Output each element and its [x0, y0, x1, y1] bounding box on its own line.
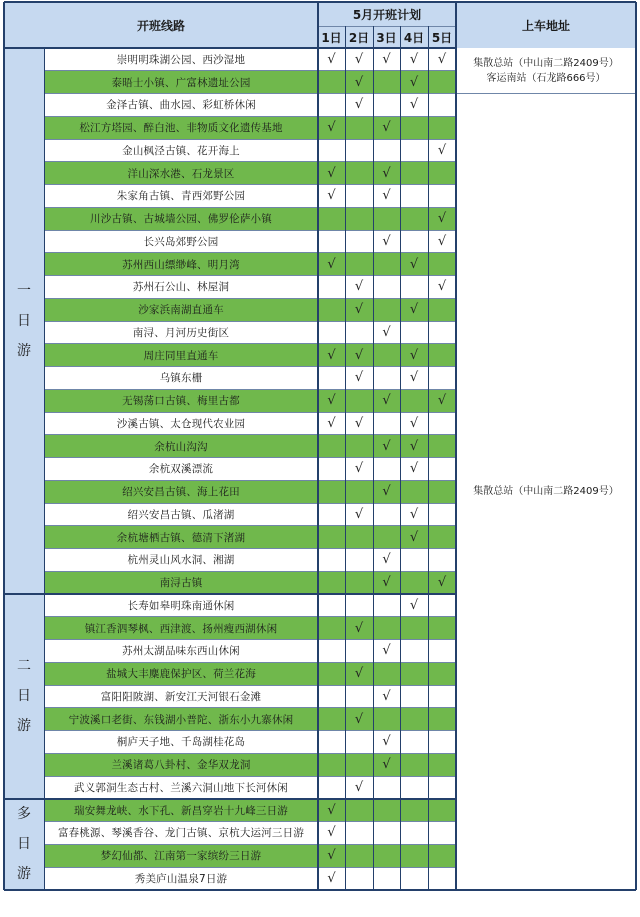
- day-3-check: [373, 139, 400, 162]
- day-2-check: √: [345, 94, 373, 117]
- day-2-check: [345, 162, 373, 185]
- day-3-check: [373, 344, 400, 367]
- day-5-check: [428, 617, 456, 640]
- row-divider: [44, 161, 456, 162]
- right-border: [635, 2, 637, 890]
- day-3-check: [373, 207, 400, 230]
- day-3-check: [373, 799, 400, 822]
- day-1-check: √: [318, 412, 345, 435]
- route-name: 苏州太湖品味东西山休闲: [44, 640, 318, 663]
- category-char: 一: [17, 283, 31, 299]
- day-3-check: √: [373, 389, 400, 412]
- row-divider: [4, 47, 456, 49]
- day-3-check: [373, 662, 400, 685]
- category-char: 游: [17, 718, 31, 735]
- day-4-check: [400, 389, 428, 412]
- top-border: [4, 1, 636, 3]
- route-name: 秀美庐山温泉7日游: [44, 867, 318, 890]
- route-name: 盐城大丰麋鹿保护区、荷兰花海: [44, 662, 318, 685]
- day-4-check: √: [400, 412, 428, 435]
- day-1-check: √: [318, 344, 345, 367]
- day-4-check: √: [400, 526, 428, 549]
- route-name: 长兴岛郊野公园: [44, 230, 318, 253]
- route-name: 泰晤士小镇、广富林遗址公园: [44, 71, 318, 94]
- day-3-check: [373, 822, 400, 845]
- route-name: 富阳阳陂湖、新安江天河银石金滩: [44, 685, 318, 708]
- route-name: 镇江香泗琴枫、西津渡、扬州瘦西湖休闲: [44, 617, 318, 640]
- day-5-check: √: [428, 276, 456, 299]
- day-2-check: √: [345, 367, 373, 390]
- day-5-check: [428, 822, 456, 845]
- day-4-check: [400, 207, 428, 230]
- day-3-check: [373, 367, 400, 390]
- day-1-check: [318, 731, 345, 754]
- day-2-check: [345, 480, 373, 503]
- row-divider: [44, 707, 456, 708]
- row-divider: [44, 685, 456, 686]
- day-4-check: [400, 116, 428, 139]
- route-header: 开班线路: [4, 2, 318, 48]
- day-2-check: [345, 640, 373, 663]
- row-divider: [44, 298, 456, 299]
- day-2-check: [345, 230, 373, 253]
- day-5-check: [428, 753, 456, 776]
- route-name: 金泽古镇、曲水园、彩虹桥休闲: [44, 94, 318, 117]
- day-4-check: [400, 867, 428, 890]
- day-5-check: √: [428, 389, 456, 412]
- day-2-check: [345, 549, 373, 572]
- day-header-2: 2日: [345, 26, 373, 48]
- day-1-check: [318, 753, 345, 776]
- row-divider: [44, 184, 456, 185]
- day-5-check: [428, 662, 456, 685]
- day-5-check: [428, 799, 456, 822]
- day-4-check: [400, 321, 428, 344]
- day-1-check: √: [318, 48, 345, 71]
- day-1-check: [318, 594, 345, 617]
- day-5-check: [428, 867, 456, 890]
- day-4-check: √: [400, 71, 428, 94]
- day-1-check: [318, 298, 345, 321]
- day-3-check: √: [373, 230, 400, 253]
- bottom-border: [4, 889, 636, 891]
- category-char: 日: [17, 688, 31, 705]
- row-divider: [44, 821, 456, 822]
- day-1-check: [318, 71, 345, 94]
- day-3-check: [373, 844, 400, 867]
- day-2-check: [345, 321, 373, 344]
- col-divider: [428, 26, 429, 890]
- day-1-check: [318, 617, 345, 640]
- day-3-check: √: [373, 116, 400, 139]
- row-divider: [44, 321, 456, 322]
- category-char: 游: [17, 866, 31, 883]
- day-5-check: [428, 367, 456, 390]
- day-1-check: [318, 458, 345, 481]
- row-divider: [4, 593, 456, 595]
- day-5-check: [428, 458, 456, 481]
- pickup-line: 集散总站（中山南二路2409号）: [473, 57, 619, 69]
- pickup-rest: [456, 94, 636, 890]
- row-divider: [44, 343, 456, 344]
- day-2-check: √: [345, 71, 373, 94]
- day-5-check: [428, 344, 456, 367]
- plan-header: 5月开班计划: [318, 2, 456, 26]
- row-divider: [44, 503, 456, 504]
- day-4-check: √: [400, 48, 428, 71]
- day-2-check: √: [345, 412, 373, 435]
- day-2-check: [345, 389, 373, 412]
- row-divider: [44, 139, 456, 140]
- route-name: 长寿如皋明珠南通休闲: [44, 594, 318, 617]
- day-5-check: [428, 731, 456, 754]
- category-two-day: [4, 594, 44, 799]
- day-2-check: [345, 594, 373, 617]
- day-1-check: [318, 321, 345, 344]
- route-name: 川沙古镇、古城墙公园、佛罗伦萨小镇: [44, 207, 318, 230]
- day-3-check: [373, 458, 400, 481]
- plan-divider: [318, 26, 456, 27]
- day-5-check: [428, 94, 456, 117]
- route-name: 洋山深水港、石龙景区: [44, 162, 318, 185]
- day-3-check: √: [373, 731, 400, 754]
- route-name: 余杭塘栖古镇、德清下渚湖: [44, 526, 318, 549]
- day-4-check: [400, 708, 428, 731]
- day-4-check: [400, 640, 428, 663]
- route-name: 瑞安舞龙峡、水下孔、新昌穿岩十九峰三日游: [44, 799, 318, 822]
- route-name: 绍兴安昌古镇、瓜渚湖: [44, 503, 318, 526]
- day-1-check: [318, 276, 345, 299]
- day-1-check: [318, 640, 345, 663]
- route-name: 金山枫泾古镇、花开海上: [44, 139, 318, 162]
- day-1-check: √: [318, 116, 345, 139]
- day-2-check: √: [345, 458, 373, 481]
- day-3-check: [373, 708, 400, 731]
- route-name: 兰溪诸葛八卦村、金华双龙洞: [44, 753, 318, 776]
- day-1-check: [318, 480, 345, 503]
- route-name: 桐庐天子地、千岛湖桂花岛: [44, 731, 318, 754]
- category-char: 日: [17, 313, 31, 329]
- row-divider: [44, 366, 456, 367]
- route-name: 杭州灵山风水洞、湘湖: [44, 549, 318, 572]
- day-4-check: √: [400, 253, 428, 276]
- row-divider: [44, 571, 456, 572]
- day-4-check: √: [400, 503, 428, 526]
- day-4-check: [400, 662, 428, 685]
- day-5-check: [428, 640, 456, 663]
- day-3-check: √: [373, 185, 400, 208]
- day-2-check: √: [345, 503, 373, 526]
- day-3-check: √: [373, 753, 400, 776]
- day-1-check: √: [318, 844, 345, 867]
- day-2-check: √: [345, 662, 373, 685]
- row-divider: [44, 639, 456, 640]
- day-3-check: [373, 617, 400, 640]
- day-3-check: [373, 298, 400, 321]
- route-name: 宁波溪口老街、东钱湖小普陀、浙东小九寨休闲: [44, 708, 318, 731]
- day-5-check: [428, 549, 456, 572]
- day-2-check: [345, 844, 373, 867]
- day-4-check: [400, 549, 428, 572]
- row-divider: [4, 798, 456, 800]
- day-4-check: √: [400, 367, 428, 390]
- day-1-check: [318, 571, 345, 594]
- route-name: 富春桃源、琴溪香谷、龙门古镇、京杭大运河三日游: [44, 822, 318, 845]
- day-1-check: [318, 230, 345, 253]
- day-5-check: [428, 412, 456, 435]
- day-5-check: [428, 116, 456, 139]
- day-1-check: √: [318, 253, 345, 276]
- row-divider: [44, 389, 456, 390]
- row-divider: [44, 207, 456, 208]
- day-5-check: √: [428, 48, 456, 71]
- day-4-check: [400, 776, 428, 799]
- route-name: 苏州西山缥缈峰、明月湾: [44, 253, 318, 276]
- day-4-check: [400, 617, 428, 640]
- route-name: 南浔古镇: [44, 571, 318, 594]
- day-4-check: [400, 139, 428, 162]
- day-2-check: √: [345, 776, 373, 799]
- route-name: 崇明明珠湖公园、西沙湿地: [44, 48, 318, 71]
- day-4-check: [400, 571, 428, 594]
- route-name: 南浔、月河历史街区: [44, 321, 318, 344]
- day-2-check: √: [345, 344, 373, 367]
- day-5-check: [428, 685, 456, 708]
- route-name: 沙溪古镇、太仓现代农业园: [44, 412, 318, 435]
- day-3-check: [373, 412, 400, 435]
- row-divider: [44, 230, 456, 231]
- day-1-check: [318, 708, 345, 731]
- day-3-check: √: [373, 571, 400, 594]
- day-5-check: [428, 298, 456, 321]
- day-4-check: [400, 480, 428, 503]
- day-3-check: [373, 276, 400, 299]
- route-name: 绍兴安昌古镇、海上花田: [44, 480, 318, 503]
- day-1-check: [318, 503, 345, 526]
- day-3-check: [373, 253, 400, 276]
- left-border: [3, 2, 5, 890]
- day-2-check: √: [345, 276, 373, 299]
- day-1-check: √: [318, 389, 345, 412]
- day-5-check: [428, 708, 456, 731]
- day-5-check: √: [428, 207, 456, 230]
- route-name: 周庄同里直通车: [44, 344, 318, 367]
- day-1-check: [318, 685, 345, 708]
- category-char: 多: [17, 806, 31, 823]
- day-1-check: [318, 776, 345, 799]
- day-2-check: [345, 435, 373, 458]
- day-4-check: [400, 685, 428, 708]
- day-2-check: [345, 526, 373, 549]
- day-5-check: [428, 526, 456, 549]
- day-5-check: [428, 185, 456, 208]
- day-4-check: [400, 276, 428, 299]
- category-char: 游: [17, 343, 31, 359]
- day-4-check: √: [400, 298, 428, 321]
- day-2-check: [345, 822, 373, 845]
- day-3-check: [373, 867, 400, 890]
- day-4-check: [400, 230, 428, 253]
- route-name: 苏州石公山、林屋洞: [44, 276, 318, 299]
- day-1-check: √: [318, 162, 345, 185]
- day-2-check: [345, 571, 373, 594]
- day-2-check: [345, 731, 373, 754]
- day-5-check: √: [428, 230, 456, 253]
- day-3-check: √: [373, 480, 400, 503]
- route-name: 余杭双溪漂流: [44, 458, 318, 481]
- day-1-check: [318, 435, 345, 458]
- day-1-check: [318, 662, 345, 685]
- row-divider: [44, 730, 456, 731]
- day-4-check: [400, 185, 428, 208]
- day-1-check: √: [318, 185, 345, 208]
- day-2-check: √: [345, 298, 373, 321]
- day-2-check: [345, 253, 373, 276]
- route-name: 松江方塔园、醉白池、非物质文化遗传基地: [44, 116, 318, 139]
- col-divider: [373, 26, 374, 890]
- pickup-first-row: [456, 48, 636, 94]
- cat-divider: [44, 48, 45, 890]
- day-1-check: [318, 526, 345, 549]
- day-header-1: 1日: [318, 26, 345, 48]
- col-divider: [345, 26, 346, 890]
- category-char: 二: [17, 658, 31, 675]
- day-2-check: √: [345, 708, 373, 731]
- pickup-divider: [456, 93, 636, 94]
- day-header-5: 5日: [428, 26, 456, 48]
- day-4-check: √: [400, 344, 428, 367]
- day-2-check: √: [345, 617, 373, 640]
- row-divider: [44, 844, 456, 845]
- day-4-check: [400, 799, 428, 822]
- day-2-check: √: [345, 48, 373, 71]
- day-5-check: [428, 253, 456, 276]
- day-5-check: [428, 321, 456, 344]
- col-divider: [317, 2, 319, 890]
- category-char: 日: [17, 836, 31, 853]
- route-name: 朱家角古镇、青西郊野公园: [44, 185, 318, 208]
- row-divider: [44, 525, 456, 526]
- col-divider: [455, 2, 457, 890]
- row-divider: [44, 867, 456, 868]
- day-5-check: [428, 594, 456, 617]
- row-divider: [44, 753, 456, 754]
- route-name: 梦幻仙都、江南第一家缤纷三日游: [44, 844, 318, 867]
- row-divider: [44, 93, 456, 94]
- day-3-check: √: [373, 685, 400, 708]
- day-1-check: [318, 367, 345, 390]
- day-2-check: [345, 685, 373, 708]
- row-divider: [44, 252, 456, 253]
- row-divider: [44, 776, 456, 777]
- category-one-day: [4, 48, 44, 594]
- day-3-check: √: [373, 162, 400, 185]
- row-divider: [44, 548, 456, 549]
- row-divider: [44, 480, 456, 481]
- day-1-check: [318, 549, 345, 572]
- day-3-check: [373, 94, 400, 117]
- day-1-check: [318, 139, 345, 162]
- day-4-check: √: [400, 94, 428, 117]
- row-divider: [44, 412, 456, 413]
- row-divider: [44, 275, 456, 276]
- pickup-line: 集散总站（中山南二路2409号）: [473, 486, 619, 498]
- day-3-check: √: [373, 549, 400, 572]
- day-3-check: [373, 503, 400, 526]
- day-1-check: √: [318, 799, 345, 822]
- pickup-header: 上车地址: [456, 2, 636, 48]
- day-1-check: [318, 94, 345, 117]
- day-2-check: [345, 139, 373, 162]
- day-3-check: [373, 594, 400, 617]
- day-4-check: [400, 844, 428, 867]
- day-2-check: [345, 753, 373, 776]
- row-divider: [44, 662, 456, 663]
- day-5-check: [428, 844, 456, 867]
- row-divider: [44, 70, 456, 71]
- day-5-check: [428, 480, 456, 503]
- day-5-check: [428, 503, 456, 526]
- day-4-check: [400, 162, 428, 185]
- day-3-check: √: [373, 48, 400, 71]
- day-2-check: [345, 799, 373, 822]
- day-5-check: √: [428, 139, 456, 162]
- day-1-check: √: [318, 867, 345, 890]
- route-name: 武义郭洞生态古村、兰溪六洞山地下长河休闲: [44, 776, 318, 799]
- day-header-4: 4日: [400, 26, 428, 48]
- day-4-check: √: [400, 458, 428, 481]
- day-3-check: √: [373, 321, 400, 344]
- day-5-check: [428, 71, 456, 94]
- day-4-check: √: [400, 594, 428, 617]
- row-divider: [44, 434, 456, 435]
- day-5-check: [428, 162, 456, 185]
- day-4-check: [400, 822, 428, 845]
- day-5-check: [428, 776, 456, 799]
- col-divider: [400, 26, 401, 890]
- day-2-check: [345, 207, 373, 230]
- day-3-check: [373, 776, 400, 799]
- day-3-check: √: [373, 435, 400, 458]
- day-2-check: [345, 116, 373, 139]
- day-4-check: [400, 731, 428, 754]
- route-name: 余杭山沟沟: [44, 435, 318, 458]
- day-4-check: [400, 753, 428, 776]
- day-1-check: √: [318, 822, 345, 845]
- pickup-line: 客运南站（石龙路666号）: [486, 72, 606, 84]
- row-divider: [44, 616, 456, 617]
- row-divider: [44, 457, 456, 458]
- day-5-check: √: [428, 571, 456, 594]
- day-2-check: [345, 185, 373, 208]
- day-3-check: [373, 526, 400, 549]
- day-5-check: [428, 435, 456, 458]
- route-name: 沙家浜南湖直通车: [44, 298, 318, 321]
- route-name: 乌镇东栅: [44, 367, 318, 390]
- category-multi-day: [4, 799, 44, 890]
- row-divider: [44, 116, 456, 117]
- route-name: 无锡荡口古镇、梅里古都: [44, 389, 318, 412]
- day-4-check: √: [400, 435, 428, 458]
- day-3-check: [373, 71, 400, 94]
- day-3-check: √: [373, 640, 400, 663]
- day-1-check: [318, 207, 345, 230]
- day-2-check: [345, 867, 373, 890]
- day-header-3: 3日: [373, 26, 400, 48]
